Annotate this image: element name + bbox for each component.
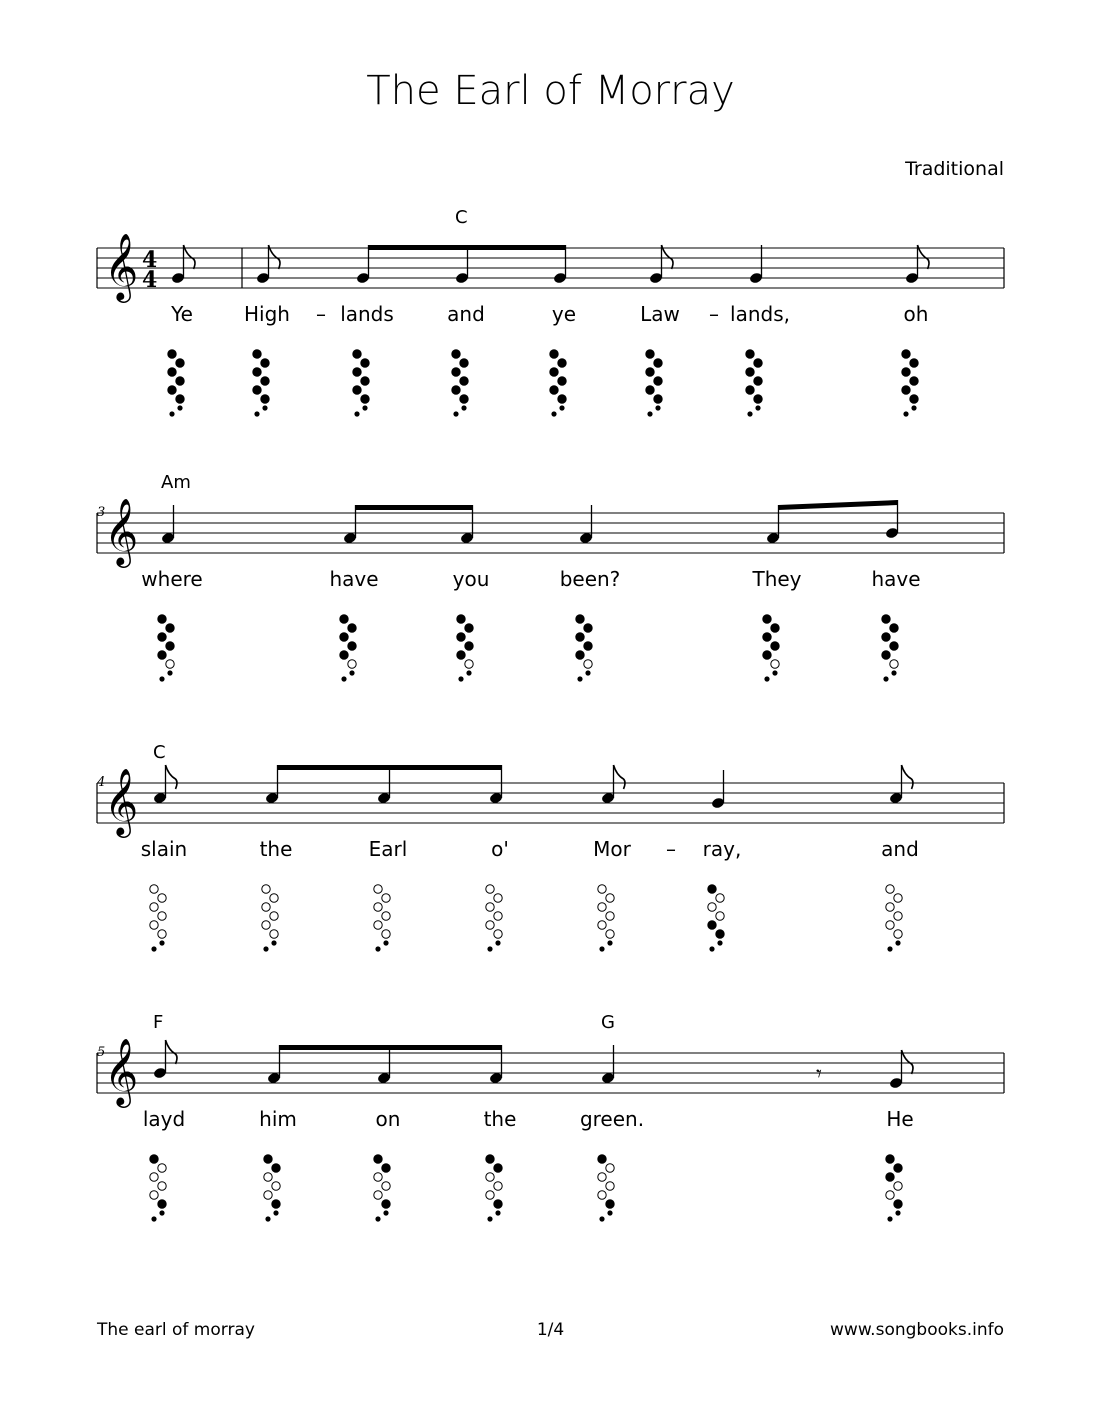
note-flag <box>166 765 178 789</box>
lyric-syllable: lands, <box>730 302 790 326</box>
chord-symbol: C <box>455 207 468 228</box>
treble-clef-icon: 𝄞 <box>104 767 139 835</box>
note-beam <box>356 505 473 510</box>
lyric-syllable: He <box>886 1107 914 1131</box>
lyric-hyphen: – <box>709 302 719 326</box>
tin-whistle-fingering-chart-icon <box>160 348 200 423</box>
lyric-hyphen: – <box>316 302 326 326</box>
note-beam <box>369 245 566 250</box>
tin-whistle-fingering-chart-icon <box>755 613 795 688</box>
note-flag <box>902 765 914 789</box>
note-flag <box>269 245 281 269</box>
note-flag <box>184 245 196 269</box>
lyric-syllable: ye <box>551 302 577 326</box>
tin-whistle-fingering-chart-icon <box>150 613 190 688</box>
lyric-syllable: where <box>141 567 203 591</box>
note-flag <box>918 245 930 269</box>
note-flag <box>662 245 674 269</box>
lyric-syllable: been? <box>559 567 621 591</box>
tin-whistle-fingering-chart-icon <box>332 613 372 688</box>
lyric-syllable: oh <box>903 302 929 326</box>
chord-symbol: C <box>153 742 166 763</box>
lyric-syllable: you <box>452 567 490 591</box>
lyric-syllable: and <box>881 837 919 861</box>
lyric-syllable: Ye <box>171 302 193 326</box>
lyric-syllable: Law <box>640 302 680 326</box>
tin-whistle-fingering-chart-icon <box>700 883 740 958</box>
tin-whistle-fingering-chart-icon <box>542 348 582 423</box>
tin-whistle-fingering-chart-icon <box>449 613 489 688</box>
lyric-syllable: the <box>483 1107 517 1131</box>
tin-whistle-fingering-chart-icon <box>878 1153 918 1228</box>
time-signature-denominator: 4 <box>142 267 158 293</box>
chord-symbol: F <box>153 1012 164 1033</box>
chord-symbol: G <box>601 1012 615 1033</box>
score-system <box>0 207 1101 475</box>
chord-symbol: Am <box>161 472 191 493</box>
lyric-syllable: on <box>375 1107 401 1131</box>
lyric-syllable: Mor <box>593 837 631 861</box>
measure-number: 4 <box>97 775 106 790</box>
note-beam <box>278 765 502 770</box>
score-system <box>0 742 1101 1010</box>
lyric-syllable: High <box>244 302 290 326</box>
tin-whistle-fingering-chart-icon <box>444 348 484 423</box>
lyric-syllable: lands <box>340 302 394 326</box>
eighth-rest: 𝄾 <box>816 1062 822 1087</box>
measure-number: 3 <box>97 505 106 520</box>
tin-whistle-fingering-chart-icon <box>256 1153 296 1228</box>
tin-whistle-fingering-chart-icon <box>590 883 630 958</box>
tin-whistle-fingering-chart-icon <box>254 883 294 958</box>
treble-clef-icon: 𝄞 <box>104 232 139 300</box>
footer-song-name: The earl of morray <box>97 1320 255 1340</box>
score-system <box>0 1012 1101 1280</box>
lyric-syllable: ray, <box>702 837 742 861</box>
note-beam <box>280 1045 502 1050</box>
tin-whistle-fingering-chart-icon <box>874 613 914 688</box>
note-flag <box>166 1040 178 1064</box>
lyric-syllable: slain <box>140 837 188 861</box>
tin-whistle-fingering-chart-icon <box>568 613 608 688</box>
footer-website: www.songbooks.info <box>830 1320 1004 1340</box>
lyric-syllable: layd <box>142 1107 186 1131</box>
lyric-syllable: the <box>259 837 293 861</box>
tin-whistle-fingering-chart-icon <box>738 348 778 423</box>
tin-whistle-fingering-chart-icon <box>478 1153 518 1228</box>
measure-number: 5 <box>97 1045 106 1060</box>
tin-whistle-fingering-chart-icon <box>366 883 406 958</box>
lyric-syllable: have <box>329 567 379 591</box>
tin-whistle-fingering-chart-icon <box>366 1153 406 1228</box>
song-title: The Earl of Morray <box>366 68 735 114</box>
lyric-syllable: and <box>447 302 485 326</box>
time-signature-numerator: 4 <box>142 247 158 273</box>
lyric-syllable: him <box>259 1107 297 1131</box>
note-flag <box>902 1050 914 1074</box>
lyric-syllable: o' <box>491 837 509 861</box>
tin-whistle-fingering-chart-icon <box>590 1153 630 1228</box>
tin-whistle-fingering-chart-icon <box>345 348 385 423</box>
staff <box>0 215 1101 335</box>
tin-whistle-fingering-chart-icon <box>878 883 918 958</box>
score-system <box>0 472 1101 740</box>
lyric-syllable: green. <box>579 1107 645 1131</box>
lyric-syllable: have <box>871 567 921 591</box>
lyric-syllable: Earl <box>368 837 408 861</box>
tin-whistle-fingering-chart-icon <box>142 1153 182 1228</box>
lyric-syllable: They <box>752 567 802 591</box>
composer-credit: Traditional <box>905 158 1004 180</box>
tin-whistle-fingering-chart-icon <box>894 348 934 423</box>
footer-page-number: 1/4 <box>536 1320 565 1340</box>
tin-whistle-fingering-chart-icon <box>478 883 518 958</box>
note-beam <box>779 500 898 510</box>
note-flag <box>614 765 626 789</box>
treble-clef-icon: 𝄞 <box>104 497 139 565</box>
tin-whistle-fingering-chart-icon <box>142 883 182 958</box>
lyric-hyphen: – <box>666 837 676 861</box>
tin-whistle-fingering-chart-icon <box>245 348 285 423</box>
tin-whistle-fingering-chart-icon <box>638 348 678 423</box>
treble-clef-icon: 𝄞 <box>104 1037 139 1105</box>
